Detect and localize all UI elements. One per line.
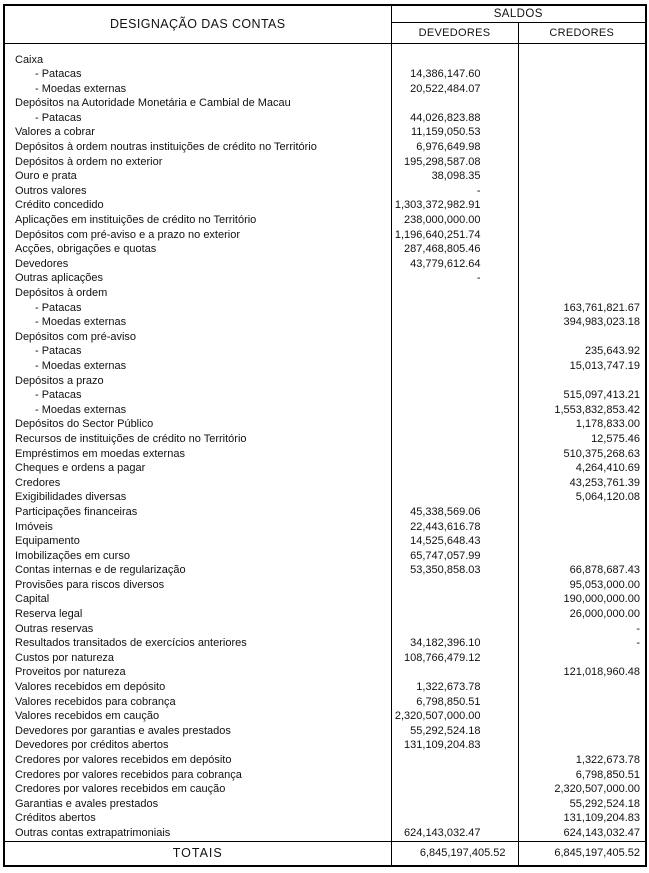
table-row	[4, 826, 646, 841]
table-row	[4, 607, 646, 622]
devedores-value	[391, 476, 518, 491]
table-row	[4, 82, 646, 97]
table-row	[4, 242, 646, 257]
account-label: Exigibilidades diversas	[4, 490, 391, 505]
devedores-value: 195,298,587.08	[391, 155, 518, 170]
table-row	[4, 43, 646, 67]
credores-value	[518, 184, 646, 199]
table-row	[4, 155, 646, 170]
devedores-value	[391, 811, 518, 826]
credores-value	[518, 228, 646, 243]
table-row	[4, 592, 646, 607]
devedores-value: 22,443,616.78	[391, 520, 518, 535]
account-label: Caixa	[4, 43, 391, 67]
credores-value	[518, 549, 646, 564]
credores-value: 235,643.92	[518, 344, 646, 359]
devedores-value	[391, 301, 518, 316]
table-row	[4, 651, 646, 666]
account-label: Participações financeiras	[4, 505, 391, 520]
table-row	[4, 184, 646, 199]
devedores-value	[391, 96, 518, 111]
devedores-value	[391, 344, 518, 359]
account-label: Ouro e prata	[4, 169, 391, 184]
devedores-value: 44,026,823.88	[391, 111, 518, 126]
credores-value: 515,097,413.21	[518, 388, 646, 403]
account-label: - Patacas	[4, 111, 391, 126]
column-header-credores: CREDORES	[518, 22, 646, 43]
devedores-value: 65,747,057.99	[391, 549, 518, 564]
devedores-value	[391, 432, 518, 447]
table-row	[4, 724, 646, 739]
credores-value	[518, 140, 646, 155]
table-row	[4, 417, 646, 432]
account-label: Resultados transitados de exercícios anteriores	[4, 636, 391, 651]
account-label: Provisões para riscos diversos	[4, 578, 391, 593]
devedores-value: 624,143,032.47	[391, 826, 518, 841]
table-row	[4, 578, 646, 593]
credores-value: 510,375,268.63	[518, 447, 646, 462]
account-label: Depósitos a prazo	[4, 374, 391, 389]
credores-value	[518, 43, 646, 67]
devedores-value	[391, 665, 518, 680]
devedores-value	[391, 388, 518, 403]
credores-value	[518, 82, 646, 97]
table-row	[4, 374, 646, 389]
totals-row	[4, 841, 646, 866]
credores-value	[518, 738, 646, 753]
account-label: Valores recebidos em depósito	[4, 680, 391, 695]
account-label: - Patacas	[4, 301, 391, 316]
account-label: Depósitos à ordem	[4, 286, 391, 301]
devedores-value: 53,350,858.03	[391, 563, 518, 578]
account-label: Imobilizações em curso	[4, 549, 391, 564]
table-row	[4, 534, 646, 549]
table-row	[4, 797, 646, 812]
table-row	[4, 67, 646, 82]
balance-table	[3, 4, 647, 867]
devedores-value	[391, 753, 518, 768]
account-label: Valores a cobrar	[4, 125, 391, 140]
credores-value	[518, 155, 646, 170]
devedores-value: 1,303,372,982.91	[391, 198, 518, 213]
column-header-designacao: DESIGNAÇÃO DAS CONTAS	[4, 5, 391, 43]
devedores-value: 14,386,147.60	[391, 67, 518, 82]
account-label: Crédito concedido	[4, 198, 391, 213]
table-footer	[4, 841, 646, 866]
devedores-value: 55,292,524.18	[391, 724, 518, 739]
credores-value	[518, 651, 646, 666]
devedores-value	[391, 315, 518, 330]
account-label: Devedores por garantias e avales prestados	[4, 724, 391, 739]
account-label: Aplicações em instituições de crédito no Território	[4, 213, 391, 228]
credores-value	[518, 257, 646, 272]
credores-value: 26,000,000.00	[518, 607, 646, 622]
table-row	[4, 665, 646, 680]
table-row	[4, 213, 646, 228]
account-label: Devedores	[4, 257, 391, 272]
account-label: - Moedas externas	[4, 359, 391, 374]
table-row	[4, 505, 646, 520]
account-label: Custos por natureza	[4, 651, 391, 666]
account-label: Depósitos com pré-aviso	[4, 330, 391, 345]
table-row	[4, 490, 646, 505]
account-label: Acções, obrigações e quotas	[4, 242, 391, 257]
devedores-value	[391, 797, 518, 812]
account-label: Credores por valores recebidos para cobrança	[4, 768, 391, 783]
devedores-value	[391, 768, 518, 783]
devedores-value	[391, 417, 518, 432]
devedores-value: 20,522,484.07	[391, 82, 518, 97]
table-row	[4, 125, 646, 140]
header-row-saldos	[4, 5, 646, 22]
devedores-value	[391, 622, 518, 637]
totals-label: TOTAIS	[4, 841, 391, 866]
totals-credores-value: 6,845,197,405.52	[518, 841, 646, 866]
account-label: Equipamento	[4, 534, 391, 549]
account-label: Outras aplicações	[4, 271, 391, 286]
account-label: Cheques e ordens a pagar	[4, 461, 391, 476]
account-label: - Moedas externas	[4, 82, 391, 97]
devedores-value	[391, 403, 518, 418]
devedores-value	[391, 374, 518, 389]
column-header-saldos: SALDOS	[391, 5, 646, 22]
credores-value	[518, 286, 646, 301]
table-row	[4, 811, 646, 826]
table-row	[4, 520, 646, 535]
credores-value: 624,143,032.47	[518, 826, 646, 841]
credores-value: 5,064,120.08	[518, 490, 646, 505]
table-row	[4, 140, 646, 155]
devedores-value: 43,779,612.64	[391, 257, 518, 272]
account-label: Créditos abertos	[4, 811, 391, 826]
devedores-value: 1,322,673.78	[391, 680, 518, 695]
table-row	[4, 622, 646, 637]
devedores-value: 14,525,648.43	[391, 534, 518, 549]
devedores-value: 108,766,479.12	[391, 651, 518, 666]
account-rows	[4, 43, 646, 841]
account-label: Empréstimos em moedas externas	[4, 447, 391, 462]
account-label: - Patacas	[4, 67, 391, 82]
table-row	[4, 315, 646, 330]
table-row	[4, 709, 646, 724]
account-label: Garantias e avales prestados	[4, 797, 391, 812]
account-label: Devedores por créditos abertos	[4, 738, 391, 753]
devedores-value: 6,798,850.51	[391, 695, 518, 710]
credores-value	[518, 534, 646, 549]
devedores-value	[391, 461, 518, 476]
account-label: Depósitos na Autoridade Monetária e Cambial de Macau	[4, 96, 391, 111]
credores-value	[518, 330, 646, 345]
devedores-value: 11,159,050.53	[391, 125, 518, 140]
account-label: Recursos de instituições de crédito no Território	[4, 432, 391, 447]
devedores-value	[391, 578, 518, 593]
table-row	[4, 96, 646, 111]
credores-value	[518, 111, 646, 126]
table-row	[4, 169, 646, 184]
account-label: Outras reservas	[4, 622, 391, 637]
credores-value: 43,253,761.39	[518, 476, 646, 491]
account-label: Valores recebidos para cobrança	[4, 695, 391, 710]
credores-value	[518, 242, 646, 257]
devedores-value: 131,109,204.83	[391, 738, 518, 753]
devedores-value	[391, 359, 518, 374]
devedores-value: 238,000,000.00	[391, 213, 518, 228]
credores-value	[518, 695, 646, 710]
devedores-value	[391, 592, 518, 607]
table-row	[4, 753, 646, 768]
table-row	[4, 782, 646, 797]
table-row	[4, 549, 646, 564]
devedores-value: 6,976,649.98	[391, 140, 518, 155]
credores-value: 163,761,821.67	[518, 301, 646, 316]
credores-value	[518, 520, 646, 535]
credores-value	[518, 680, 646, 695]
account-label: Reserva legal	[4, 607, 391, 622]
account-label: Contas internas e de regularização	[4, 563, 391, 578]
table-row	[4, 447, 646, 462]
credores-value	[518, 374, 646, 389]
account-label: Depósitos à ordem noutras instituições de crédito no Território	[4, 140, 391, 155]
credores-value	[518, 169, 646, 184]
table-row	[4, 476, 646, 491]
table-row	[4, 738, 646, 753]
account-label: Depósitos com pré-aviso e a prazo no exterior	[4, 228, 391, 243]
devedores-value: 287,468,805.46	[391, 242, 518, 257]
credores-value: 4,264,410.69	[518, 461, 646, 476]
account-label: Proveitos por natureza	[4, 665, 391, 680]
credores-value: 15,013,747.19	[518, 359, 646, 374]
devedores-value	[391, 607, 518, 622]
devedores-value: 45,338,569.06	[391, 505, 518, 520]
credores-value	[518, 505, 646, 520]
table-row	[4, 257, 646, 272]
credores-value: 1,322,673.78	[518, 753, 646, 768]
table-row	[4, 432, 646, 447]
credores-value: 66,878,687.43	[518, 563, 646, 578]
credores-value: 2,320,507,000.00	[518, 782, 646, 797]
credores-value: 1,553,832,853.42	[518, 403, 646, 418]
credores-value	[518, 198, 646, 213]
devedores-value: 34,182,396.10	[391, 636, 518, 651]
table-row	[4, 301, 646, 316]
account-label: Depósitos à ordem no exterior	[4, 155, 391, 170]
table-row	[4, 680, 646, 695]
credores-value: 1,178,833.00	[518, 417, 646, 432]
credores-value	[518, 271, 646, 286]
credores-value	[518, 96, 646, 111]
table-row	[4, 344, 646, 359]
credores-value: 394,983,023.18	[518, 315, 646, 330]
table-row	[4, 563, 646, 578]
table-header	[4, 5, 646, 43]
credores-value	[518, 213, 646, 228]
table-row	[4, 330, 646, 345]
devedores-value	[391, 330, 518, 345]
devedores-value	[391, 782, 518, 797]
devedores-value	[391, 447, 518, 462]
credores-value: 131,109,204.83	[518, 811, 646, 826]
credores-value: 121,018,960.48	[518, 665, 646, 680]
account-label: - Patacas	[4, 388, 391, 403]
devedores-value: -	[391, 184, 518, 199]
table-row	[4, 286, 646, 301]
devedores-value	[391, 490, 518, 505]
table-row	[4, 403, 646, 418]
table-row	[4, 271, 646, 286]
table-row	[4, 388, 646, 403]
credores-value	[518, 724, 646, 739]
devedores-value: 2,320,507,000.00	[391, 709, 518, 724]
column-header-devedores: DEVEDORES	[391, 22, 518, 43]
account-label: - Moedas externas	[4, 315, 391, 330]
account-label: Outras contas extrapatrimoniais	[4, 826, 391, 841]
credores-value	[518, 125, 646, 140]
account-label: Credores	[4, 476, 391, 491]
table-row	[4, 695, 646, 710]
table-row	[4, 461, 646, 476]
account-label: - Moedas externas	[4, 403, 391, 418]
credores-value	[518, 67, 646, 82]
credores-value: 95,053,000.00	[518, 578, 646, 593]
credores-value	[518, 709, 646, 724]
account-label: Credores por valores recebidos em depósito	[4, 753, 391, 768]
account-label: Imóveis	[4, 520, 391, 535]
devedores-value	[391, 43, 518, 67]
account-label: Credores por valores recebidos em caução	[4, 782, 391, 797]
credores-value: 6,798,850.51	[518, 768, 646, 783]
devedores-value: -	[391, 271, 518, 286]
table-row	[4, 228, 646, 243]
credores-value: 190,000,000.00	[518, 592, 646, 607]
table-row	[4, 768, 646, 783]
table-row	[4, 111, 646, 126]
account-label: Outros valores	[4, 184, 391, 199]
account-label: Valores recebidos em caução	[4, 709, 391, 724]
credores-value: -	[518, 622, 646, 637]
devedores-value	[391, 286, 518, 301]
account-label: Depósitos do Sector Público	[4, 417, 391, 432]
table-row	[4, 198, 646, 213]
devedores-value: 1,196,640,251.74	[391, 228, 518, 243]
credores-value: -	[518, 636, 646, 651]
table-row	[4, 359, 646, 374]
account-label: Capital	[4, 592, 391, 607]
devedores-value: 38,098.35	[391, 169, 518, 184]
table-row	[4, 636, 646, 651]
totals-devedores-value: 6,845,197,405.52	[391, 841, 518, 866]
account-label: - Patacas	[4, 344, 391, 359]
credores-value: 55,292,524.18	[518, 797, 646, 812]
credores-value: 12,575.46	[518, 432, 646, 447]
